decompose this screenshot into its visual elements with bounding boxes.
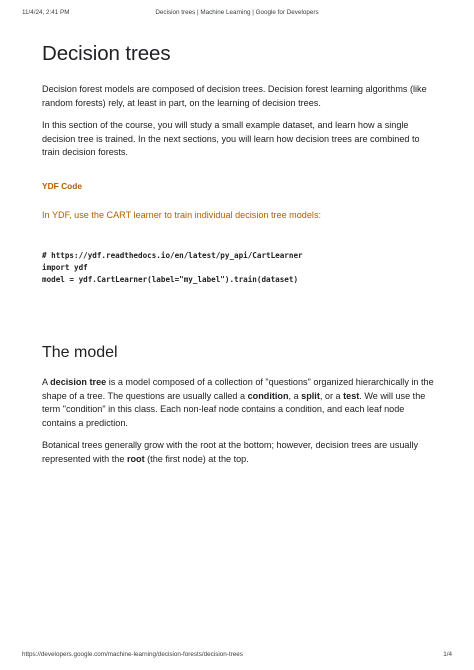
ydf-code-label: YDF Code bbox=[42, 181, 83, 191]
model-paragraph-1: A decision tree is a model composed of a collection of "questions" organized hierarchically in the shape of a tree. The questions are usually called a condition, a split, or a test. We will use the term "condition" in this class. Each non-leaf node contains a condition, and each leaf node contains a prediction. bbox=[42, 377, 434, 428]
print-url[interactable]: https://developers.google.com/machine-learning/decision-forests/decision-trees bbox=[22, 651, 243, 658]
intro-paragraph-1: Decision forest models are composed of decision trees. Decision forest learning algorithms (like random forests) rely, at least in part, on the learning of decision trees. bbox=[42, 84, 427, 108]
code-block bbox=[42, 250, 303, 286]
page-title: Decision trees bbox=[42, 42, 171, 65]
print-datetime: 11/4/24, 2:41 PM bbox=[22, 9, 70, 16]
model-paragraph-2: Botanical trees generally grow with the root at the bottom; however, decision trees are usually represented with the root (the first node) at the top. bbox=[42, 440, 419, 464]
section-heading-the-model: The model bbox=[42, 344, 118, 361]
print-page-title: Decision trees | Machine Learning | Google for Developers bbox=[155, 9, 319, 16]
code-line: model = ydf.CartLearner(label="my_label").train(dataset) bbox=[42, 275, 299, 284]
code-line: import ydf bbox=[42, 263, 88, 272]
ydf-note: In YDF, use the CART learner to train individual decision tree models: bbox=[42, 210, 322, 220]
code-line: # https://ydf.readthedocs.io/en/latest/py_api/CartLearner bbox=[42, 251, 303, 260]
print-page-number: 1/4 bbox=[443, 651, 452, 658]
intro-paragraph-2: In this section of the course, you will study a small example dataset, and learn how a single decision tree is trained. In the next sections, you will learn how decision trees are combined to train decision forests. bbox=[42, 120, 420, 158]
